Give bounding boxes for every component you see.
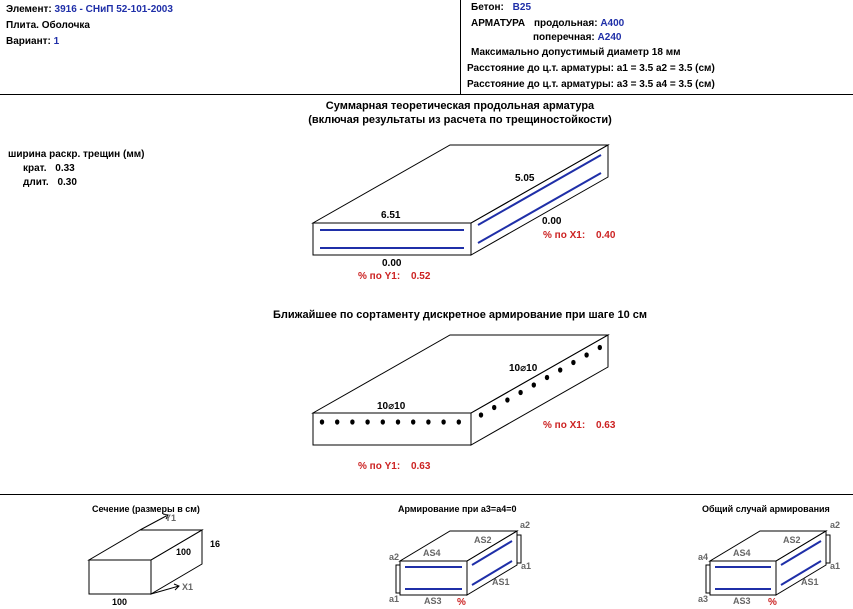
rebar-trans-value: A240 [597,32,622,43]
case1-a1-right: a1 [521,561,532,571]
element-label: Элемент: [6,4,52,15]
case2-as2: AS2 [783,535,801,545]
side-top-value: 5.05 [515,173,535,184]
rebar-long-value: A400 [600,18,625,29]
case2-a1-right: a1 [830,561,841,571]
side-bar-spec: 10⌀10 [509,363,538,374]
rebar-trans-label: поперечная: [533,32,595,43]
crack-width-title: ширина раскр. трещин (мм) [8,149,145,160]
pct2-y1-label: % по Y1: [358,461,401,472]
pct2-y1-value: 0.63 [410,461,431,472]
pct-y1-label: % по Y1: [358,271,401,282]
pct-y1-value: 0.52 [410,271,431,282]
case2-as1: AS1 [801,577,819,587]
max-diameter: Максимально допустимый диаметр 18 мм [471,47,681,58]
distance-a3-a4: Расстояние до ц.т. арматуры: a3 = 3.5 a4 = 3.5 (см) [467,79,715,90]
front-top-value: 6.51 [381,210,401,221]
element-value: 3916 - СНиП 52-101-2003 [54,4,173,15]
rebar-label: АРМАТУРА [471,18,526,29]
pct2-x1-label: % по X1: [543,420,586,431]
dim-width: 100 [112,597,128,607]
section2-title: Ближайшее по сортаменту дискретное армирование при шаге 10 см [272,309,648,321]
case2-a-bracket-left [706,565,710,593]
case1-as3: AS3 [424,596,442,606]
section-dims-title: Сечение (размеры в см) [92,504,200,514]
crack-short-label: крат. [23,163,47,174]
section1-title-line2: (включая результаты из расчета по трещиностойкости) [308,114,612,126]
section1-title-line1: Суммарная теоретическая продольная арматура [325,100,595,112]
case1-as4: AS4 [423,548,441,558]
crack-long-label: длит. [23,177,49,188]
variant-label: Вариант: [6,36,51,47]
case1-a2-left: a2 [389,552,400,562]
front-bottom-value: 0.00 [382,258,402,269]
case2-as4: AS4 [733,548,751,558]
case1-percent: % [457,597,466,608]
plate-type: Плита. Оболочка [6,20,90,31]
case1-a1-left: a1 [389,594,400,604]
case2-as3: AS3 [733,596,751,606]
dim-depth: 100 [176,547,192,557]
concrete-value: B25 [512,2,532,13]
pct-x1-value: 0.40 [595,230,616,241]
case2-a-bracket-right [826,535,830,563]
side-bottom-value: 0.00 [542,216,562,227]
crack-short-value: 0.33 [55,163,75,174]
distance-a1-a2: Расстояние до ц.т. арматуры: a1 = 3.5 a2 = 3.5 (см) [467,63,715,74]
case2-title: Общий случай армирования [702,504,830,514]
case2-a2-right: a2 [830,520,841,530]
case1-title: Армирование при a3=a4=0 [398,504,517,514]
case2-box-top [710,531,826,561]
pct2-x1-value: 0.63 [595,420,616,431]
case1-as2: AS2 [474,535,492,545]
case1-a2-right: a2 [520,520,531,530]
crack-long-value: 0.30 [57,177,77,188]
dim-height: 16 [210,539,221,549]
case2-a3-left: a3 [698,594,709,604]
variant-value: 1 [53,36,60,47]
concrete-label: Бетон: [471,2,504,13]
axis-y1-label: Y1 [165,513,177,523]
axis-x1-label: X1 [182,582,194,592]
pct-x1-label: % по X1: [543,230,586,241]
case2-percent: % [768,597,777,608]
rebar-long-label: продольная: [533,18,598,29]
front-bar-spec: 10⌀10 [377,401,406,412]
case2-a4-left: a4 [698,552,709,562]
case1-as1: AS1 [492,577,510,587]
